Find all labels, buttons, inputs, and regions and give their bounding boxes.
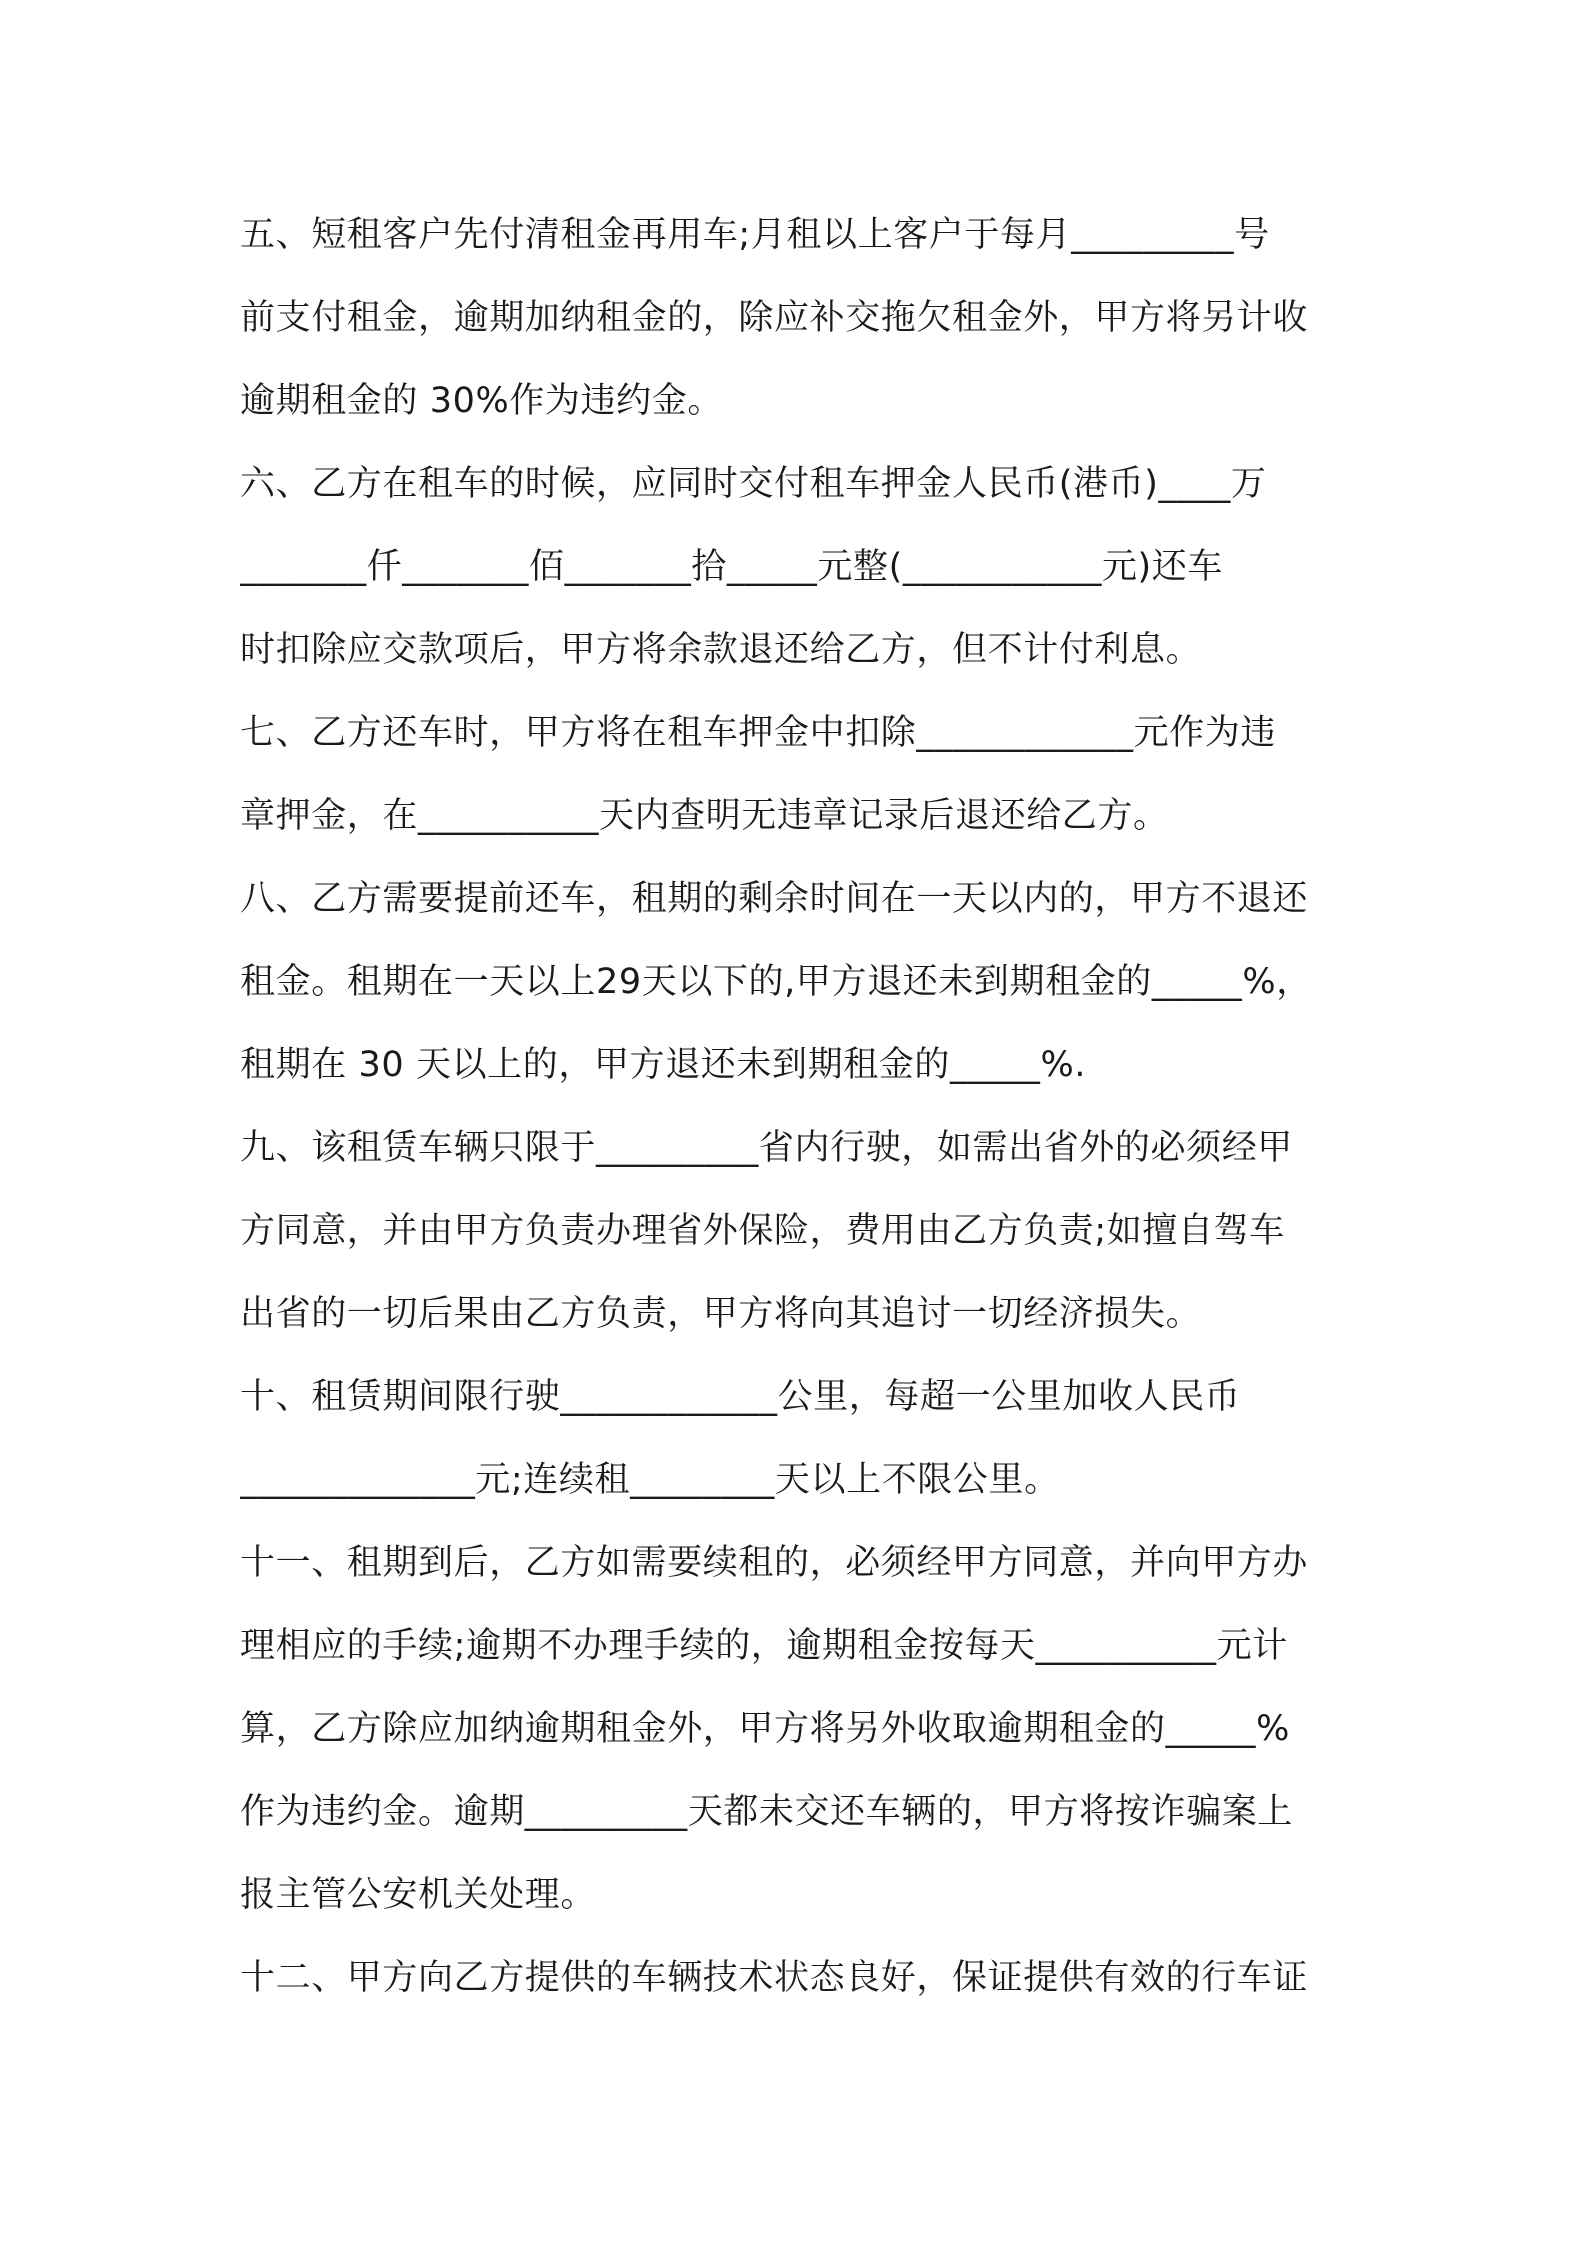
clause-6-line-2: _______仟_______佰_______拾_____元整(___________元)还车 [240, 547, 1224, 587]
clause-11-line-3: 算，乙方除应加纳逾期租金外，甲方将另外收取逾期租金的_____% [240, 1709, 1290, 1749]
clause-5-line-1: 五、短租客户先付清租金再用车;月租以上客户于每月_________号 [240, 215, 1270, 255]
clause-7-line-2: 章押金，在__________天内查明无违章记录后退还给乙方。 [240, 796, 1169, 836]
clause-6-line-1: 六、乙方在租车的时候，应同时交付租车押金人民币(港币)____万 [240, 464, 1267, 504]
clause-8-line-2: 租金。租期在一天以上29天以下的,甲方退还未到期租金的_____%， [240, 962, 1312, 1002]
clause-11-line-1: 十一、租期到后，乙方如需要续租的，必须经甲方同意，并向甲方办 [240, 1543, 1309, 1583]
clause-9-line-1: 九、该租赁车辆只限于_________省内行驶，如需出省外的必须经甲 [240, 1128, 1293, 1168]
clause-5-line-2: 前支付租金，逾期加纳租金的，除应补交拖欠租金外，甲方将另计收 [240, 298, 1309, 338]
clause-11-line-2: 理相应的手续;逾期不办理手续的，逾期租金按每天__________元计 [240, 1626, 1288, 1666]
clause-6-line-3: 时扣除应交款项后，甲方将余款退还给乙方，但不计付利息。 [240, 630, 1202, 670]
clause-7-line-1: 七、乙方还车时，甲方将在租车押金中扣除____________元作为违 [240, 713, 1277, 753]
clause-9-line-2: 方同意，并由甲方负责办理省外保险，费用由乙方负责;如擅自驾车 [240, 1211, 1285, 1251]
clause-8-line-3: 租期在 30 天以上的，甲方退还未到期租金的_____%. [240, 1045, 1087, 1085]
clause-8-line-1: 八、乙方需要提前还车，租期的剩余时间在一天以内的，甲方不退还 [240, 879, 1309, 919]
clause-9-line-3: 出省的一切后果由乙方负责，甲方将向其追讨一切经济损失。 [240, 1294, 1202, 1334]
clause-11-line-4: 作为违约金。逾期_________天都未交还车辆的，甲方将按诈骗案上 [240, 1792, 1293, 1832]
clause-11-line-5: 报主管公安机关处理。 [240, 1875, 597, 1915]
contract-text [240, 194, 1360, 2020]
clause-12-line-1: 十二、甲方向乙方提供的车辆技术状态良好，保证提供有效的行车证 [240, 1958, 1309, 1998]
clause-5-line-3: 逾期租金的 30%作为违约金。 [240, 381, 723, 421]
clause-10-line-2: _____________元;连续租________天以上不限公里。 [240, 1460, 1060, 1500]
clause-10-line-1: 十、租赁期间限行驶____________公里，每超一公里加收人民币 [240, 1377, 1241, 1417]
